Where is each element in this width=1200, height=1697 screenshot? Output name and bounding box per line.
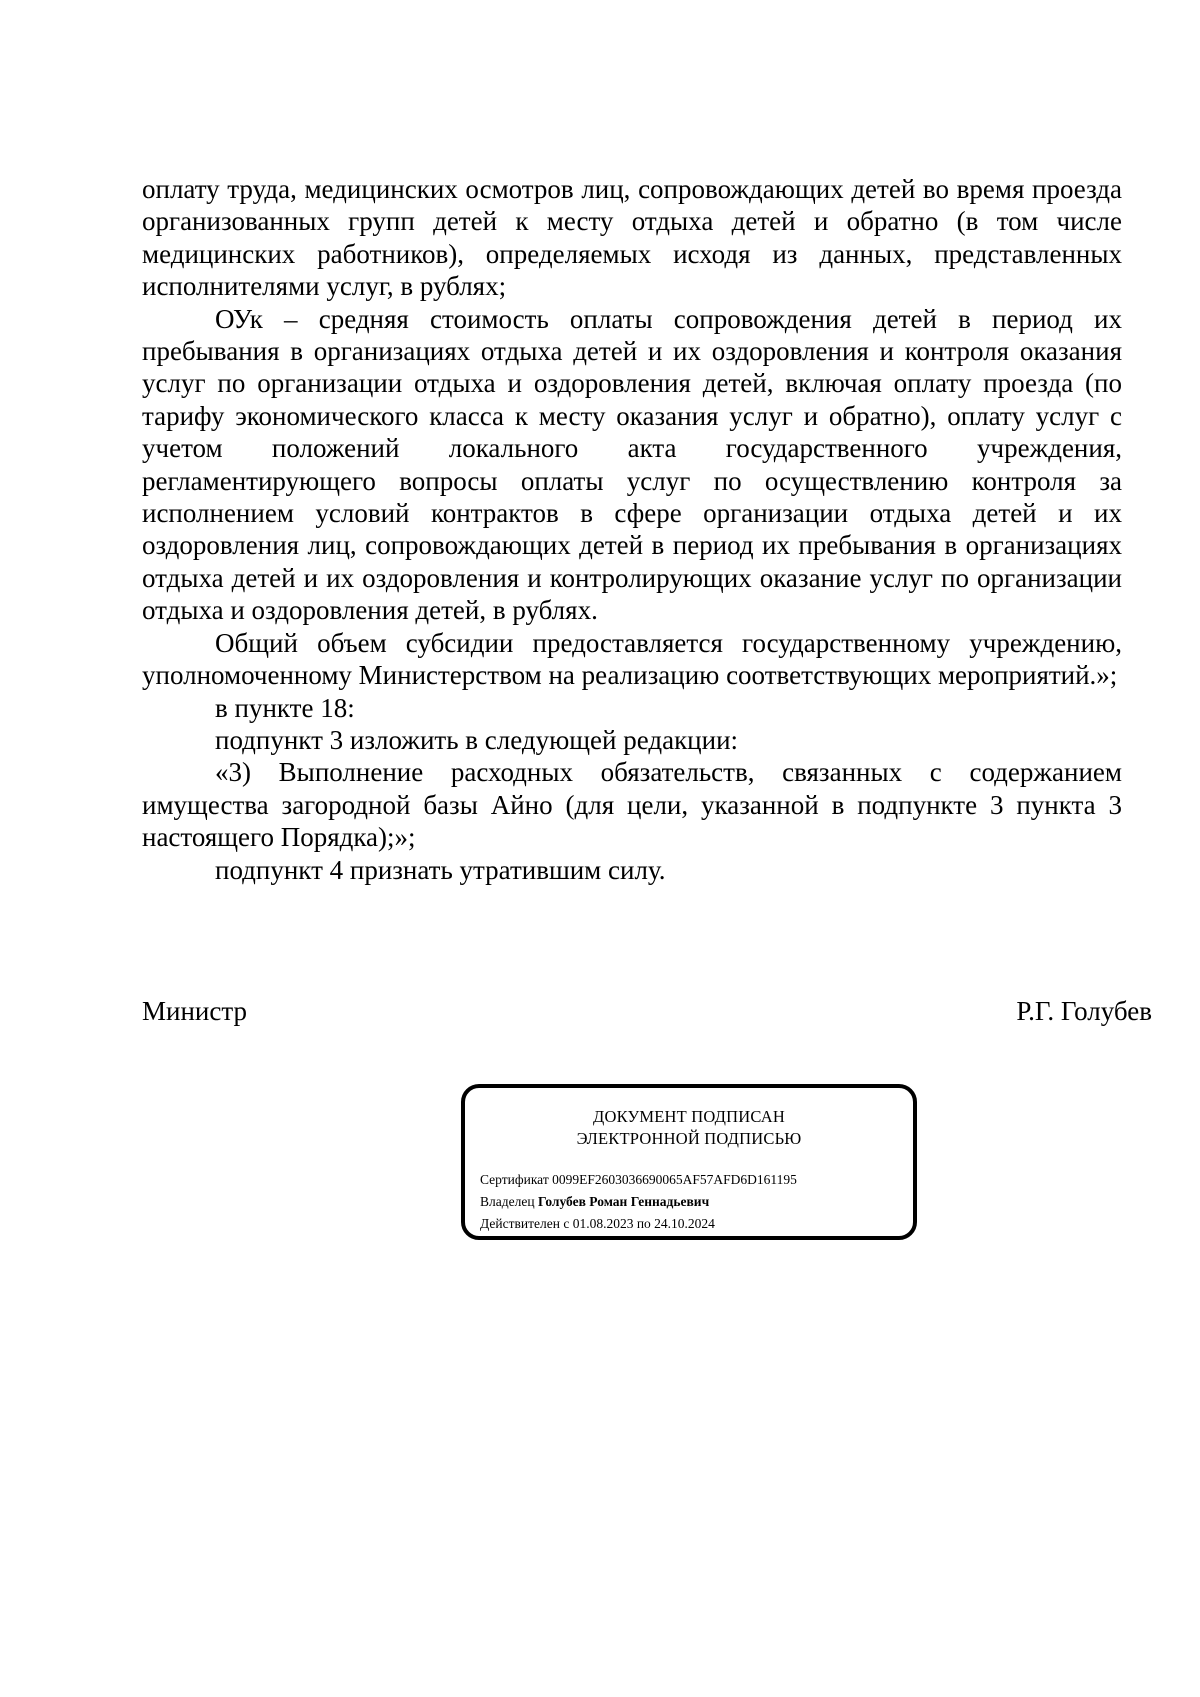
stamp-validity-row	[480, 1213, 797, 1235]
validity-to-word: по	[636, 1216, 651, 1231]
owner-label: Владелец	[480, 1194, 535, 1209]
signatory-position: Министр	[142, 996, 247, 1026]
electronic-signature-stamp	[461, 1084, 917, 1240]
signatory-name: Р.Г. Голубев	[1016, 996, 1152, 1026]
paragraph-2: ОУк – средняя стоимость оплаты сопровождения детей в период их пребывания в организациях отдыха детей и их оздоровления и контроля оказания услуг по организации отдыха и оздоровления детей, включая оплату проезда (по тарифу экономического класса к месту оказания услуг и обратно), оплату услуг с учетом положений локального акта государственного учреждения, регламентирующего вопросы оплаты услуг по осуществлению контроля за исполнением условий контрактов в сфере организации отдыха детей и их оздоровления лиц, сопровождающих детей в период их пребывания в организациях отдыха детей и их оздоровления и контролирующих оказание услуг по организации отдыха и оздоровления детей, в рублях.	[142, 303, 1122, 626]
validity-from: 01.08.2023	[572, 1216, 634, 1231]
document-body	[142, 173, 1122, 886]
stamp-title	[465, 1106, 913, 1150]
owner-value: Голубев Роман Геннадьевич	[537, 1194, 710, 1209]
certificate-value: 0099EF2603036690065AF57AFD6D161195	[552, 1172, 797, 1187]
stamp-title-line-1: ДОКУМЕНТ ПОДПИСАН	[593, 1107, 785, 1126]
stamp-certificate-row	[480, 1169, 797, 1191]
paragraph-6: «3) Выполнение расходных обязательств, связанных с содержанием имущества загородной базы Айно (для цели, указанной в подпункте 3 пункта 3 настоящего Порядка);»;	[142, 757, 1122, 853]
certificate-label: Сертификат	[480, 1172, 549, 1187]
paragraph-3: Общий объем субсидии предоставляется государственному учреждению, уполномоченному Министерством на реализацию соответствующих мероприятий.»;	[142, 627, 1122, 691]
paragraph-7: подпункт 4 признать утратившим силу.	[215, 854, 666, 885]
paragraph-5: подпункт 3 изложить в следующей редакции:	[215, 724, 739, 755]
stamp-details	[480, 1169, 797, 1235]
stamp-owner-row	[480, 1191, 797, 1213]
stamp-title-line-2: ЭЛЕКТРОННОЙ ПОДПИСЬЮ	[576, 1129, 802, 1148]
validity-from-word: с	[563, 1216, 570, 1231]
paragraph-1: оплату труда, медицинских осмотров лиц, сопровождающих детей во время проезда организованных групп детей к месту отдыха детей и обратно (в том числе медицинских работников), определяемых исходя из данных, представленных исполнителями услуг, в рублях;	[142, 174, 1122, 302]
validity-label: Действителен	[480, 1216, 560, 1231]
validity-to: 24.10.2024	[654, 1216, 715, 1231]
paragraph-4: в пункте 18:	[215, 692, 355, 723]
